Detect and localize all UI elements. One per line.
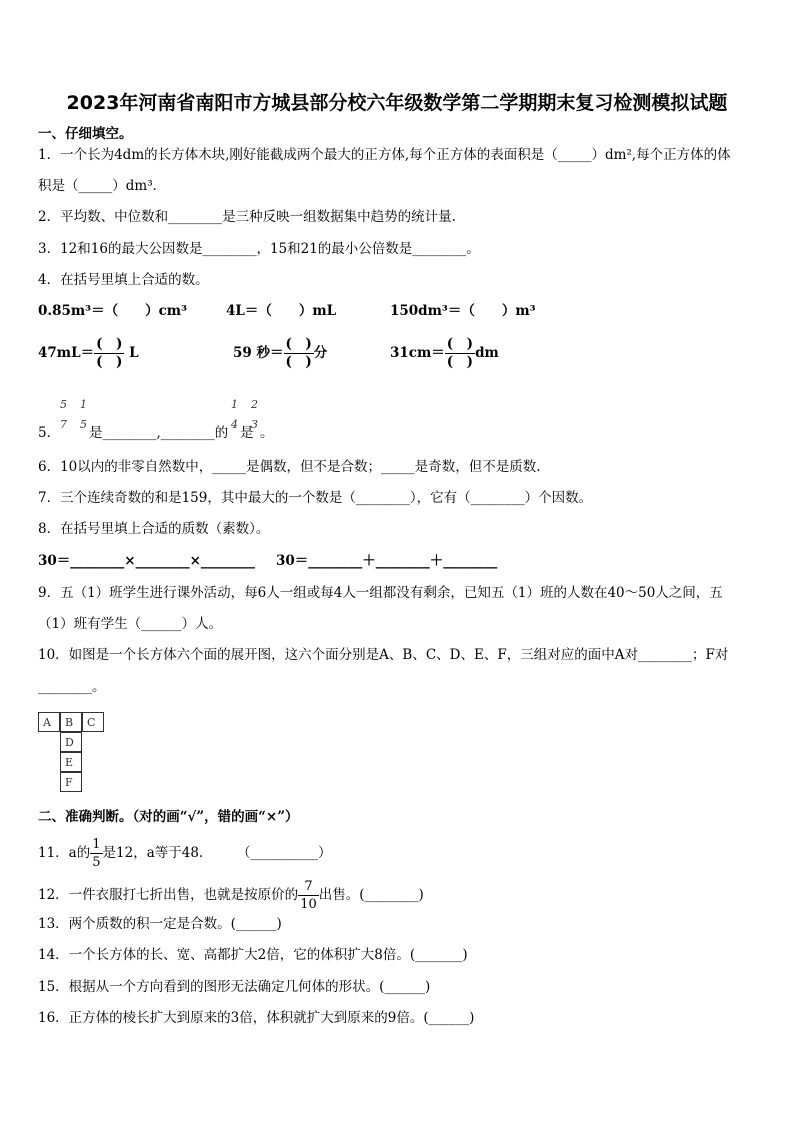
question-4d-prefix: 47mL＝: [38, 345, 95, 361]
question-10-line-2: ________。: [38, 679, 106, 695]
question-4f-prefix: 31cm＝: [390, 345, 445, 361]
fraction-numerator: ( ): [96, 336, 123, 352]
fraction-denominator: ( ): [285, 354, 312, 370]
question-5-end: 。: [260, 425, 274, 441]
question-12-suffix: 出售。(________): [318, 887, 424, 903]
question-4e-prefix: 59 秒＝: [233, 345, 284, 361]
net-face-e: E: [60, 752, 82, 772]
question-1-line-1: 1．一个长为4dm的长方体木块,刚好能截成两个最大的正方体,每个正方体的表面积是（_____）dm²,每个正方体的体: [38, 147, 731, 163]
question-16: 16．正方体的棱长扩大到原来的3倍，体积就扩大到原来的9倍。(______): [38, 1010, 475, 1026]
fraction-denominator: 5: [92, 855, 101, 870]
question-4d-unit: L: [129, 345, 139, 361]
question-4e-unit: 分: [313, 345, 328, 361]
question-5-number: 5．: [38, 425, 61, 441]
question-2: 2．平均数、中位数和________是三种反映一组数据集中趋势的统计量.: [38, 209, 456, 225]
net-face-a: A: [38, 712, 60, 732]
question-4b: 4L＝（ ）mL: [226, 303, 337, 319]
question-4f: [390, 336, 499, 371]
section-1-heading: 一、仔细填空。: [38, 126, 133, 142]
page-title: 2023年河南省南阳市方城县部分校六年级数学第二学期期末复习检测模拟试题: [66, 92, 728, 114]
question-12-fraction: [298, 878, 319, 913]
question-14: 14．一个长方体的长、宽、高都扩大2倍，它的体积扩大8倍。(_______): [38, 947, 468, 963]
question-9-line-1: 9．五（1）班学生进行课外活动，每6人一组或每4人一组都没有剩余，已知五（1）班的人数在40～50人之间，五: [38, 585, 723, 601]
question-8a: 30＝________×________×________: [38, 553, 255, 569]
fraction-numerator: 7: [298, 878, 319, 896]
question-11-suffix: 是12，a等于48. （__________）: [102, 845, 332, 861]
net-face-d: D: [60, 732, 82, 752]
q5-fraction-1-numerator: 5: [60, 398, 67, 411]
question-11-prefix: 11．a的: [38, 845, 91, 861]
question-4: 4．在括号里填上合适的数。: [38, 272, 209, 288]
fraction-denominator: ( ): [446, 354, 474, 370]
fraction-denominator: ( ): [96, 354, 123, 370]
fraction-numerator: ( ): [285, 336, 312, 352]
question-11: [38, 836, 331, 871]
fraction-denominator: 10: [300, 897, 317, 912]
question-8: 8．在括号里填上合适的质数（素数）。: [38, 521, 270, 537]
question-4f-unit: dm: [475, 345, 499, 361]
question-12: [38, 878, 424, 913]
question-4d-fraction: [94, 336, 124, 371]
net-face-c: C: [82, 712, 104, 732]
section-2-heading: 二、准确判断。（对的画“√”，错的画“×”）: [38, 809, 299, 825]
net-face-f: F: [60, 772, 82, 792]
question-8b: 30＝________＋________＋________: [276, 553, 498, 569]
question-4a: 0.85m³＝（ ）cm³: [38, 303, 187, 319]
question-11-fraction: [90, 836, 102, 871]
q5-fraction-1-denominator: 7: [60, 418, 67, 431]
fraction-numerator: ( ): [446, 336, 474, 352]
question-5-text: 是________,________的: [89, 425, 229, 441]
question-1-line-2: 积是（_____）dm³．: [38, 178, 167, 194]
question-10-line-1: 10．如图是一个长方体六个面的展开图，这六个面分别是A、B、C、D、E、F，三组对应的面中A对________；F对: [38, 647, 729, 663]
q5-fraction-3-denominator: 4: [231, 418, 238, 431]
question-5-is: 是: [240, 425, 254, 441]
q5-fraction-2-numerator: 1: [80, 398, 87, 411]
fraction-numerator: 1: [92, 837, 101, 852]
question-4d: [38, 336, 139, 371]
question-9-line-2: （1）班有学生（______）人。: [38, 616, 223, 632]
question-6: 6．10以内的非零自然数中，_____是偶数，但不是合数；_____是奇数，但不是质数.: [38, 459, 541, 475]
q5-fraction-3-numerator: 1: [231, 398, 238, 411]
net-face-b: B: [60, 712, 82, 732]
q5-fraction-4-numerator: 2: [251, 398, 258, 411]
question-13: 13．两个质数的积一定是合数。(______): [38, 916, 282, 932]
question-4e: [233, 336, 327, 371]
question-4c: 150dm³＝（ ）m³: [390, 303, 536, 319]
question-4e-fraction: [284, 336, 314, 371]
q5-fraction-4-denominator: 3: [251, 418, 258, 431]
question-7: 7．三个连续奇数的和是159，其中最大的一个数是（________），它有（________）个因数。: [38, 490, 593, 506]
question-15: 15．根据从一个方向看到的图形无法确定几何体的形状。(______): [38, 979, 431, 995]
question-12-prefix: 12．一件衣服打七折出售，也就是按原价的: [38, 887, 299, 903]
question-3: 3．12和16的最大公因数是________，15和21的最小公倍数是________。: [38, 241, 480, 257]
q5-fraction-2-denominator: 5: [80, 418, 87, 431]
question-4f-fraction: [445, 336, 475, 371]
